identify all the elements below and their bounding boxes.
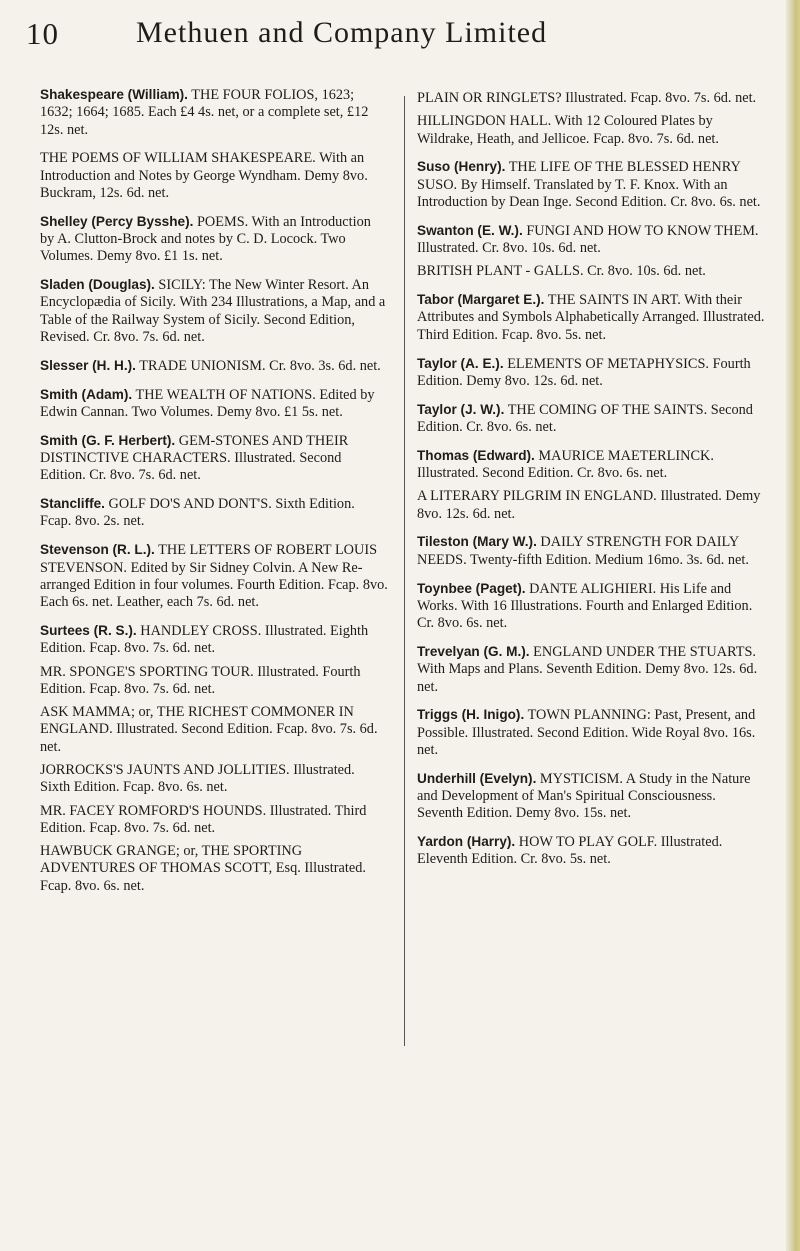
entry-title: ELEMENTS OF METAPHYSICS. (507, 355, 709, 372)
catalogue-entry (417, 447, 765, 483)
entry-title: PLAIN OR RINGLETS? (417, 90, 562, 106)
entry-details: Illustrated. Eighth Edition. Fcap. 8vo. 7s. 6d. net. (40, 622, 369, 657)
entry-author: Yardon (Harry). (417, 834, 516, 850)
running-title: Methuen and Company Limited (136, 16, 548, 49)
catalogue-entry (417, 706, 765, 759)
entry-author: Thomas (Edward). (417, 447, 535, 463)
entry-details: Illustrated. Eleventh Edition. Cr. 8vo. 5s. net. (417, 834, 723, 868)
catalogue-entry (417, 222, 765, 258)
entry-details: Cr. 8vo. 10s. 6d. net. (587, 263, 706, 280)
catalogue-entry (40, 541, 388, 611)
page-header (26, 12, 786, 62)
entry-details: Illustrated. Fourth Edition. Fcap. 8vo. 7s. 6d. net. (40, 663, 361, 697)
catalogue-entry (40, 386, 388, 422)
entry-title: HOW TO PLAY GOLF. (518, 834, 658, 851)
entry-author: Stevenson (R. L.). (40, 542, 155, 558)
catalogue-entry (40, 495, 388, 531)
entry-author: Taylor (A. E.). (417, 355, 504, 371)
entry-details: Illustrated. Third Edition. Fcap. 8vo. 7s. 6d. net. (40, 802, 367, 836)
entry-title: HAWBUCK GRANGE; or, THE SPORTING ADVENTURES OF THOMAS SCOTT, Esq. (40, 843, 303, 877)
entry-author: Sladen (Douglas). (40, 277, 155, 293)
entry-author: Underhill (Evelyn). (417, 770, 537, 786)
entry-title: HILLINGDON HALL. (417, 113, 552, 130)
catalogue-entry (40, 213, 388, 266)
catalogue-entry (40, 357, 388, 375)
right-column (417, 89, 765, 879)
entry-details: With an Introduction and Notes by George Wyndham. Demy 8vo. Buckram, 12s. 6d. net. (40, 150, 368, 201)
entry-author: Tileston (Mary W.). (417, 534, 537, 550)
entry-title: HANDLEY CROSS. (140, 622, 262, 639)
entry-title: THE WEALTH OF NATIONS. (135, 386, 316, 403)
entry-details: Fourth Edition. Demy 8vo. 12s. 6d. net. (417, 355, 751, 389)
catalogue-entry (40, 276, 388, 346)
entry-title: BRITISH PLANT - GALLS. (417, 263, 584, 280)
entry-title: MR. FACEY ROMFORD'S HOUNDS. (40, 802, 267, 819)
catalogue-entry (417, 262, 765, 280)
catalogue-entry (417, 112, 765, 148)
entry-author: Trevelyan (G. M.). (417, 643, 530, 659)
entry-details: Illustrated. Fcap. 8vo. 7s. 6d. net. (565, 90, 757, 106)
page-number: 10 (26, 16, 59, 51)
entry-author: Suso (Henry). (417, 159, 506, 175)
catalogue-entry (417, 833, 765, 869)
entry-author: Tabor (Margaret E.). (417, 292, 545, 308)
entry-title: MAURICE MAETERLINCK. (538, 447, 714, 464)
catalogue-entry (40, 802, 388, 838)
entry-author: Smith (Adam). (40, 386, 133, 402)
entry-author: Swanton (E. W.). (417, 222, 523, 238)
entry-author: Taylor (J. W.). (417, 401, 505, 417)
entry-title: GEM-STONES AND THEIR DISTINCTIVE CHARACTERS. (40, 432, 349, 467)
catalogue-entry (40, 86, 388, 139)
entry-details: Illustrated. Sixth Edition. Fcap. 8vo. 6s. net. (40, 762, 355, 796)
catalogue-entry (417, 401, 765, 437)
entry-author: Smith (G. F. Herbert). (40, 432, 176, 448)
entry-title: THE LIFE OF THE BLESSED HENRY SUSO. (417, 159, 741, 193)
entry-title: JORROCKS'S JAUNTS AND JOLLITIES. (40, 762, 290, 778)
entry-title: THE SAINTS IN ART. (547, 292, 681, 309)
catalogue-entry (40, 761, 388, 797)
left-column (40, 86, 388, 900)
entry-details: Second Edition. Cr. 8vo. 6s. net. (417, 401, 753, 435)
entry-details: Illustrated. Second Edition. Fcap. 8vo. 7s. 6d. net. (40, 721, 378, 755)
entry-details: Illustrated. Second Edition. Wide Royal 8vo. 16s. net. (417, 724, 756, 758)
catalogue-entry (40, 663, 388, 699)
entry-details: Twenty-fifth Edition. Medium 16mo. 3s. 6d. net. (469, 551, 749, 568)
entry-title: THE COMING OF THE SAINTS. (507, 401, 708, 418)
entry-title: SICILY: The New Winter Resort. (158, 277, 349, 294)
entry-details: Illustrated. Fcap. 8vo. 6s. net. (40, 860, 366, 894)
entry-details: With an Introduction by A. Clutton-Brock and notes by C. D. Locock. Two Volumes. Demy 8vo. £1 1s. net. (40, 213, 371, 265)
entry-details: Illustrated. Demy 8vo. 12s. 6d. net. (417, 488, 761, 522)
entry-details: Sixth Edition. Fcap. 8vo. 2s. net. (40, 496, 355, 530)
entry-details: Illustrated. Second Edition. Cr. 8vo. 6s. net. (417, 465, 668, 482)
entry-title: FUNGI AND HOW TO KNOW THEM. (526, 222, 759, 239)
catalogue-entry (40, 432, 388, 485)
entry-details: Each £4 4s. net, or a complete set, £12 12s. net. (40, 104, 369, 138)
entry-author: Slesser (H. H.). (40, 357, 136, 373)
entry-details: With Maps and Plans. Seventh Edition. Demy 8vo. 12s. 6d. net. (417, 661, 758, 695)
catalogue-entry (417, 770, 765, 823)
catalogue-entry (417, 533, 765, 569)
entry-details: Cr. 8vo. 3s. 6d. net. (269, 357, 381, 374)
catalogue-entry (417, 158, 765, 211)
catalogue-entry (417, 643, 765, 696)
catalogue-entry (417, 291, 765, 344)
entry-title: THE FOUR FOLIOS, 1623; 1632; 1664; 1685. (40, 87, 355, 121)
catalogue-entry (40, 622, 388, 658)
entry-details: By Himself. Translated by T. F. Knox. With an Introduction by Dean Inge. Second Edition. Cr. 8vo. 6s. net. (417, 176, 761, 210)
entry-details: Edited by Sir Sidney Colvin. A New Re-arranged Edition in four volumes. Fourth Edition. Fcap. 8vo. Each 6s. net. Leather, each 7s. 6d. net. (40, 559, 388, 611)
page-edge (786, 0, 800, 1251)
entry-title: A LITERARY PILGRIM IN ENGLAND. (417, 488, 657, 505)
entry-title: ASK MAMMA; or, THE RICHEST COMMONER IN ENGLAND. (40, 704, 354, 738)
column-divider (404, 96, 405, 1046)
catalogue-entry (40, 149, 388, 202)
entry-title: POEMS. (196, 213, 249, 230)
entry-details: A Study in the Nature and Development of Man's Spiritual Consciousness. Seventh Edition. Demy 8vo. 15s. net. (417, 770, 751, 822)
entry-title: MR. SPONGE'S SPORTING TOUR. (40, 663, 254, 680)
catalogue-entry (417, 355, 765, 391)
entry-author: Triggs (H. Inigo). (417, 707, 525, 723)
catalogue-entry (40, 842, 388, 895)
catalogue-entry (40, 703, 388, 756)
entry-title: ENGLAND UNDER THE STUARTS. (533, 643, 756, 660)
entry-title: MYSTICISM. (539, 770, 623, 787)
entry-details: An Encyclopædia of Sicily. With 234 Illustrations, a Map, and a Table of the Railway System of Sicily. Second Edition, Revised. Cr. 8vo. 7s. 6d. net. (40, 277, 386, 346)
catalogue-entry (417, 580, 765, 633)
entry-title: GOLF DO'S AND DONT'S. (108, 496, 272, 513)
entry-details: His Life and Works. With 16 Illustrations. Fourth and Enlarged Edition. Cr. 8vo. 6s. net. (417, 580, 753, 632)
entry-author: Shakespeare (William). (40, 87, 188, 102)
entry-title: THE POEMS OF WILLIAM SHAKESPEARE. (40, 150, 316, 167)
entry-title: TRADE UNIONISM. (139, 357, 266, 374)
entry-title: THE LETTERS OF ROBERT LOUIS STEVENSON. (40, 542, 378, 576)
entry-author: Shelley (Percy Bysshe). (40, 213, 194, 229)
catalogue-entry (417, 89, 765, 107)
entry-details: With 12 Coloured Plates by Wildrake, Heath, and Jellicoe. Fcap. 8vo. 7s. 6d. net. (417, 113, 719, 147)
entry-details: Illustrated. Cr. 8vo. 10s. 6d. net. (417, 240, 601, 257)
entry-author: Surtees (R. S.). (40, 622, 137, 638)
entry-details: Illustrated. Second Edition. Cr. 8vo. 7s. 6d. net. (40, 450, 342, 484)
entry-title: DAILY STRENGTH FOR DAILY NEEDS. (417, 534, 739, 568)
entry-title: TOWN PLANNING: Past, Present, and Possible. (417, 707, 756, 741)
catalogue-entry (417, 487, 765, 523)
entry-details: Edited by Edwin Cannan. Two Volumes. Demy 8vo. £1 5s. net. (40, 386, 375, 420)
entry-details: With their Attributes and Symbols Alphabetically Arranged. Illustrated. Third Edition. Fcap. 8vo. 5s. net. (417, 292, 765, 343)
entry-author: Stancliffe. (40, 496, 105, 512)
entry-author: Toynbee (Paget). (417, 580, 526, 596)
entry-title: DANTE ALIGHIERI. (529, 580, 657, 597)
